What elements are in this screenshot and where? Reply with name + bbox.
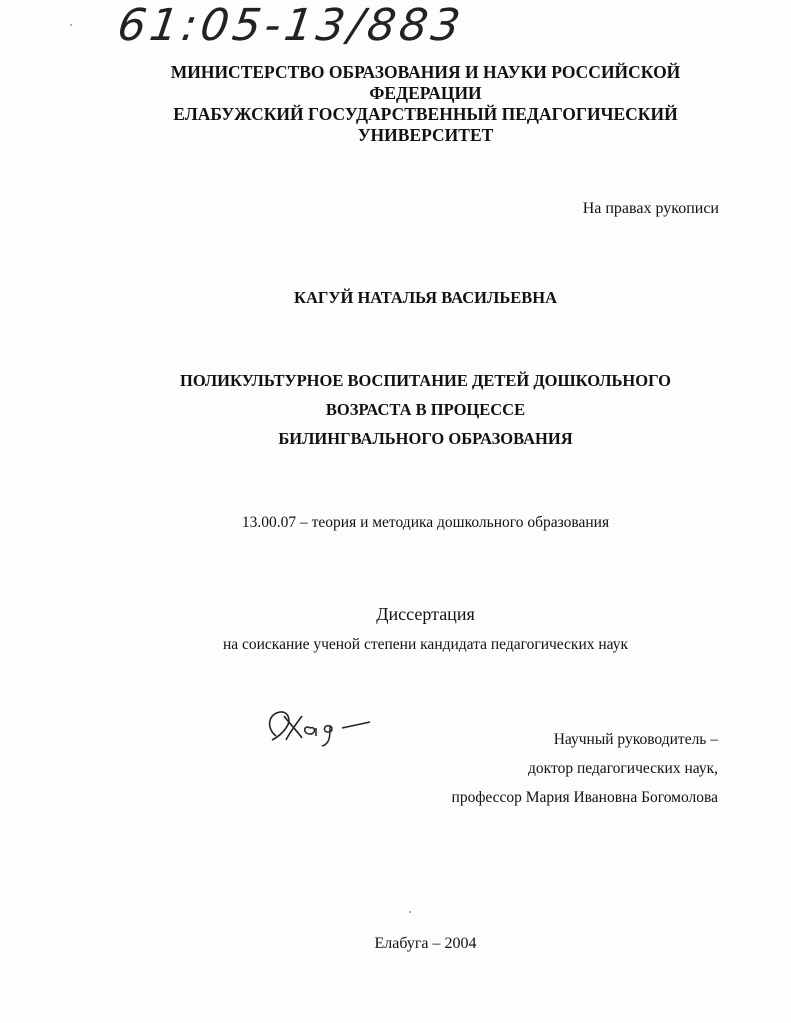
title-line: ВОЗРАСТА В ПРОЦЕССЕ (325, 400, 526, 419)
supervisor-line: Научный руководитель – (553, 731, 718, 748)
thesis-title (30, 366, 791, 453)
supervisor-line: профессор Мария Ивановна Богомолова (451, 789, 718, 806)
author-name: КАГУЙ НАТАЛЬЯ ВАСИЛЬЕВНА (294, 288, 557, 307)
handwritten-archive-code: 61:05-13/883 (114, 0, 468, 51)
scan-speck (70, 24, 72, 26)
ministry-line: УНИВЕРСИТЕТ (357, 125, 494, 145)
manuscript-rights-note: На правах рукописи (582, 200, 719, 217)
supervisor-line: доктор педагогических наук, (528, 760, 718, 777)
ministry-header (30, 62, 791, 146)
city-year: Елабуга – 2004 (374, 935, 477, 952)
scan-speck (409, 911, 411, 913)
specialty-code: 13.00.07 – теория и методика дошкольного образования (241, 514, 610, 531)
scientific-supervisor (452, 725, 718, 812)
degree-statement: на соискание ученой степени кандидата педагогических наук (222, 636, 629, 653)
ministry-line: МИНИСТЕРСТВО ОБРАЗОВАНИЯ И НАУКИ РОССИЙСКОЙ (170, 62, 681, 82)
ministry-line: ЕЛАБУЖСКИЙ ГОСУДАРСТВЕННЫЙ ПЕДАГОГИЧЕСКИЙ (173, 104, 678, 124)
document-type: Диссертация (376, 604, 475, 624)
title-line: БИЛИНГВАЛЬНОГО ОБРАЗОВАНИЯ (278, 429, 573, 448)
title-line: ПОЛИКУЛЬТУРНОЕ ВОСПИТАНИЕ ДЕТЕЙ ДОШКОЛЬНОГО (179, 371, 671, 390)
handwritten-signature (258, 698, 378, 758)
ministry-line: ФЕДЕРАЦИИ (369, 83, 482, 103)
